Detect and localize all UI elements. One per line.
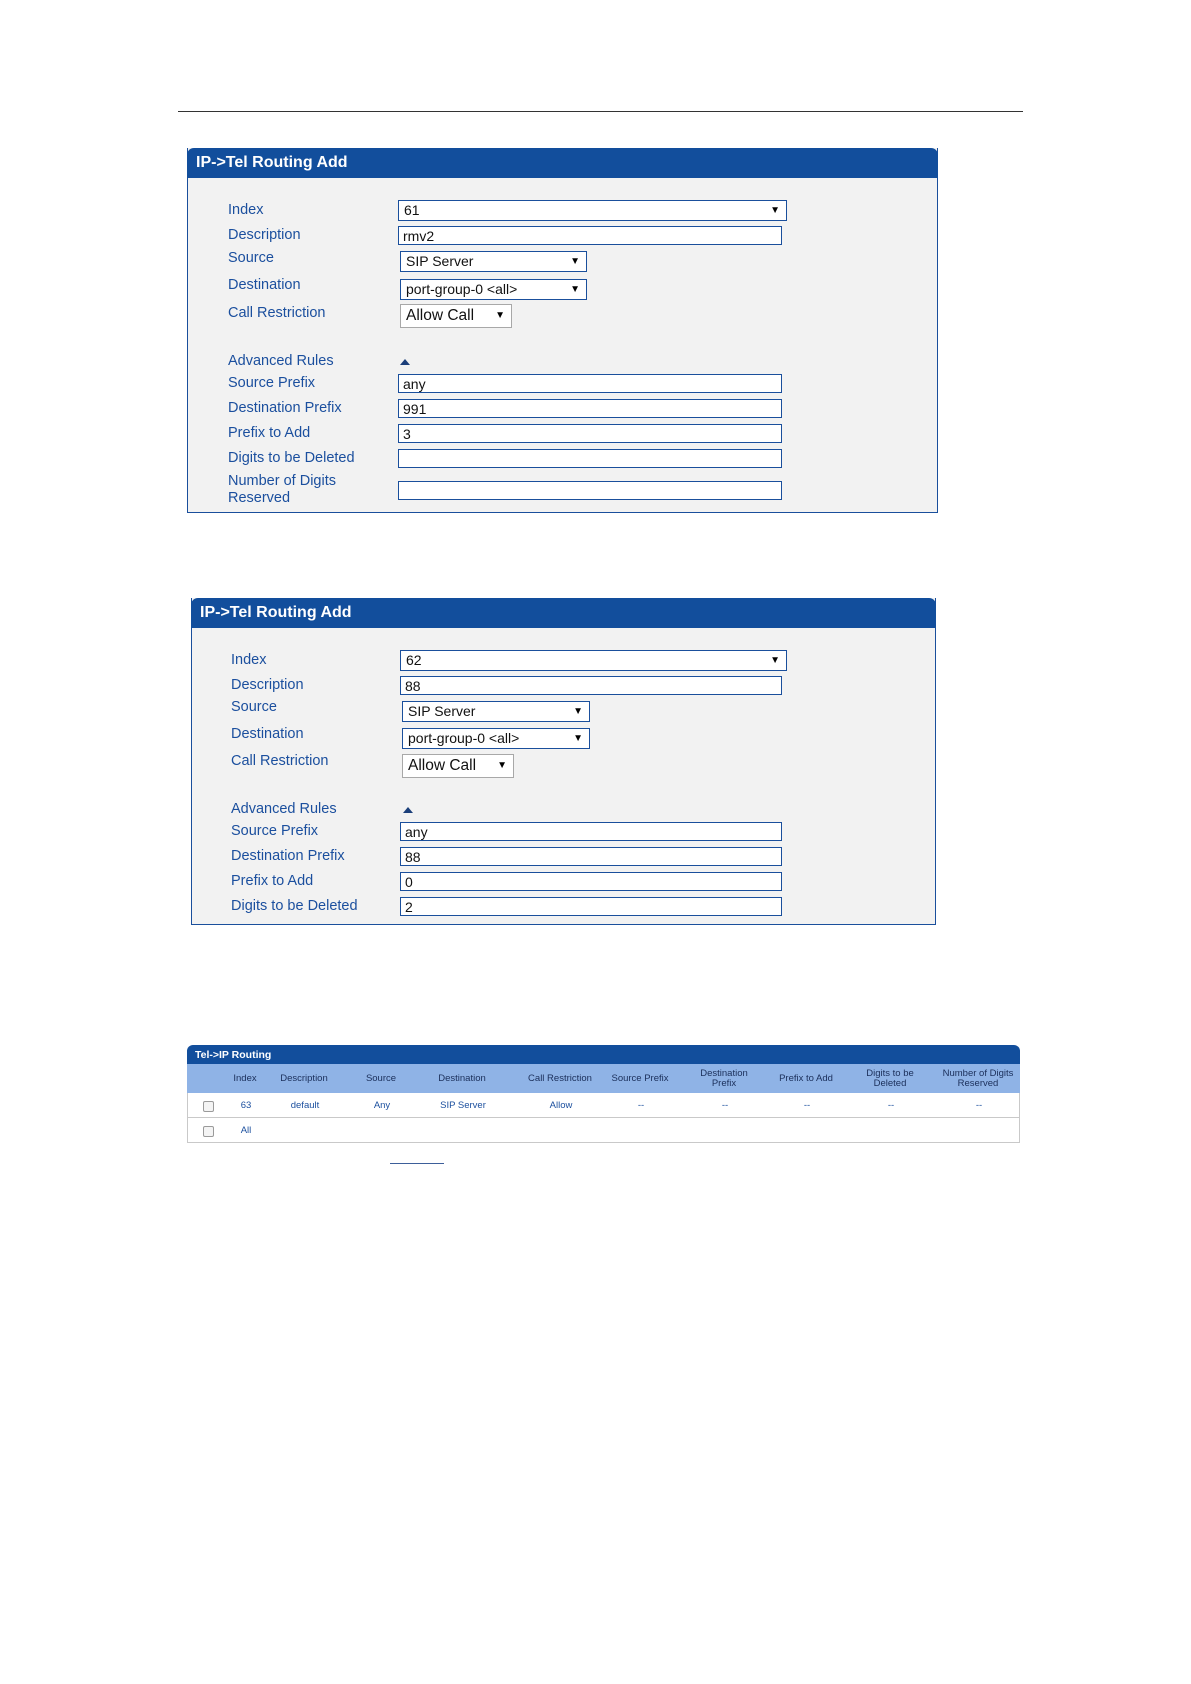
- col-source-prefix: Source Prefix: [611, 1072, 669, 1084]
- cell-call-restriction: Allow: [549, 1100, 573, 1111]
- label-source: Source: [231, 699, 277, 715]
- row-checkbox[interactable]: [203, 1101, 214, 1112]
- col-destination-prefix: Destination Prefix: [700, 1067, 748, 1089]
- triangle-down-icon: ▼: [573, 733, 583, 744]
- destination-value: port-group-0 <all>: [408, 730, 520, 746]
- label-prefix-to-add: Prefix to Add: [228, 425, 311, 441]
- label-description: Description: [228, 227, 301, 243]
- destination-value: port-group-0 <all>: [406, 281, 518, 297]
- digits-to-be-deleted-input[interactable]: 2: [400, 897, 782, 916]
- col-call-restriction: Call Restriction: [528, 1072, 592, 1084]
- select-all-row: [187, 1118, 1020, 1143]
- label-source-prefix: Source Prefix: [231, 823, 319, 839]
- panel-title: IP->Tel Routing Add: [191, 598, 936, 628]
- table-header: [187, 1064, 1020, 1093]
- destination-select[interactable]: [402, 728, 590, 749]
- triangle-down-icon: ▼: [770, 655, 780, 666]
- triangle-down-icon: ▼: [570, 256, 580, 267]
- index-value: 61: [404, 202, 420, 218]
- label-source-prefix: Source Prefix: [228, 375, 316, 391]
- index-select[interactable]: [400, 650, 787, 671]
- call-restriction-value: Allow Call: [406, 307, 475, 324]
- index-select[interactable]: [398, 200, 787, 221]
- label-destination: Destination: [231, 726, 304, 742]
- label-call-restriction: Call Restriction: [228, 305, 326, 321]
- source-prefix-input[interactable]: any: [400, 822, 782, 841]
- col-index: Index: [233, 1072, 257, 1084]
- col-description: Description: [280, 1072, 328, 1084]
- label-destination-prefix: Destination Prefix: [228, 400, 342, 416]
- label-digits-to-be-deleted: Digits to be Deleted: [228, 450, 355, 466]
- ip-tel-routing-add-panel-1: [187, 148, 938, 513]
- triangle-down-icon: ▼: [570, 284, 580, 295]
- label-advanced-rules: Advanced Rules: [231, 801, 337, 817]
- label-index: Index: [228, 202, 264, 218]
- description-input[interactable]: rmv2: [398, 226, 782, 245]
- table-title: Tel->IP Routing: [187, 1045, 1020, 1064]
- destination-prefix-input[interactable]: 991: [398, 399, 782, 418]
- cell-source-prefix: --: [637, 1100, 645, 1111]
- triangle-down-icon: ▼: [573, 706, 583, 717]
- prefix-to-add-input[interactable]: 3: [398, 424, 782, 443]
- destination-prefix-input[interactable]: 88: [400, 847, 782, 866]
- label-source: Source: [228, 250, 274, 266]
- cell-description: default: [290, 1100, 320, 1111]
- triangle-up-icon[interactable]: [400, 359, 410, 365]
- table-row[interactable]: [187, 1093, 1020, 1118]
- ip-tel-routing-add-panel-2: [191, 598, 936, 925]
- destination-select[interactable]: [400, 279, 587, 300]
- number-of-digits-reserved-input[interactable]: [398, 481, 782, 500]
- cell-destination-prefix: --: [721, 1100, 729, 1111]
- source-select[interactable]: [402, 701, 590, 722]
- cell-index: 63: [240, 1100, 252, 1111]
- page-header-rule: [178, 111, 1023, 112]
- label-prefix-to-add: Prefix to Add: [231, 873, 314, 889]
- call-restriction-select[interactable]: [402, 754, 514, 778]
- label-advanced-rules: Advanced Rules: [228, 353, 334, 369]
- source-select[interactable]: [400, 251, 587, 272]
- cell-digits-to-be-deleted: --: [887, 1100, 895, 1111]
- source-value: SIP Server: [406, 253, 474, 269]
- cell-destination: SIP Server: [440, 1100, 486, 1111]
- col-destination: Destination: [438, 1072, 486, 1084]
- cell-prefix-to-add: --: [803, 1100, 811, 1111]
- cell-number-of-digits-reserved: --: [975, 1100, 983, 1111]
- source-prefix-input[interactable]: any: [398, 374, 782, 393]
- label-number-of-digits-reserved: Number of Digits Reserved: [228, 473, 336, 506]
- prefix-to-add-input[interactable]: 0: [400, 872, 782, 891]
- select-all-checkbox[interactable]: [203, 1126, 214, 1137]
- call-restriction-select[interactable]: [400, 304, 512, 328]
- index-value: 62: [406, 652, 422, 668]
- label-description: Description: [231, 677, 304, 693]
- select-all-label: All: [240, 1125, 252, 1136]
- col-digits-to-be-deleted: Digits to be Deleted: [866, 1067, 914, 1089]
- call-restriction-value: Allow Call: [408, 757, 477, 774]
- triangle-down-icon: ▼: [495, 310, 505, 321]
- label-digits-to-be-deleted: Digits to be Deleted: [231, 898, 358, 914]
- tel-ip-routing-table: [187, 1045, 1020, 1143]
- cell-source: Any: [373, 1100, 391, 1111]
- label-destination: Destination: [228, 277, 301, 293]
- panel-title: IP->Tel Routing Add: [187, 148, 938, 178]
- source-value: SIP Server: [408, 703, 476, 719]
- col-source: Source: [365, 1072, 397, 1084]
- label-call-restriction: Call Restriction: [231, 753, 329, 769]
- clipped-button-edge: [390, 1163, 444, 1164]
- label-destination-prefix: Destination Prefix: [231, 848, 345, 864]
- triangle-down-icon: ▼: [497, 760, 507, 771]
- description-input[interactable]: 88: [400, 676, 782, 695]
- triangle-up-icon[interactable]: [403, 807, 413, 813]
- label-index: Index: [231, 652, 267, 668]
- col-prefix-to-add: Prefix to Add: [779, 1072, 833, 1084]
- triangle-down-icon: ▼: [770, 205, 780, 216]
- digits-to-be-deleted-input[interactable]: [398, 449, 782, 468]
- col-number-of-digits-reserved: Number of Digits Reserved: [942, 1067, 1014, 1089]
